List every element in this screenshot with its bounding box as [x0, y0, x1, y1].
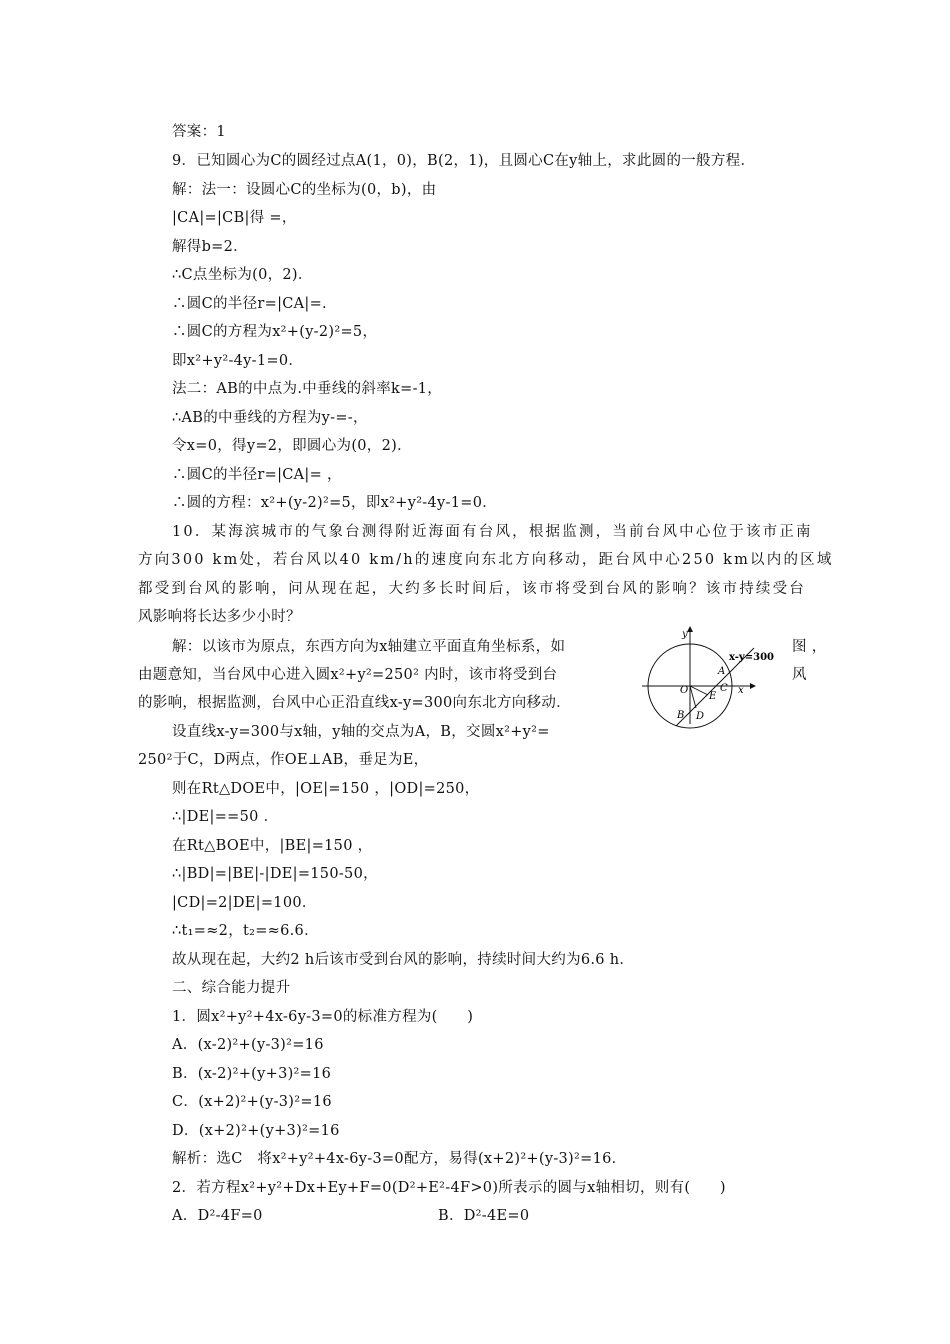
solution-line: ∴t₁=≈2，t₂=≈6.6． — [172, 923, 319, 939]
option-A: A．D²-4F=0 — [172, 1208, 263, 1224]
problem-2-statement: 2．若方程x²+y²+Dx+Ey+F=0(D²+E²-4F>0)所表示的圆与x轴相切，则有( ) — [172, 1180, 726, 1196]
point-D-label: D — [696, 711, 705, 722]
problem-10-statement: 风影响将长达多少小时？ — [138, 609, 301, 625]
answer-line: 答案：1 — [172, 124, 226, 140]
option-A: A．(x-2)²+(y-3)²=16 — [172, 1037, 324, 1053]
problem-10-statement: 方向300 km处，若台风以40 km/h的速度向东北方向移动，距台风中心250 km以内的区域 — [138, 552, 834, 568]
solution-line: 解得b=2． — [172, 239, 248, 255]
solution-line: ∴|DE|==50 ． — [172, 809, 279, 825]
solution-line: ∴圆C的半径r=|CA|= ， — [172, 467, 342, 483]
side-text-tu: 图 ， — [792, 639, 827, 655]
point-O-label: O — [680, 685, 689, 696]
section-heading: 二、综合能力提升 — [172, 980, 291, 996]
solution-line: |CA|=|CB|得 =， — [172, 210, 297, 226]
point-E-label: E — [709, 691, 717, 702]
option-C: C．(x+2)²+(y-3)²=16 — [172, 1094, 332, 1110]
solution-line: 故从现在起，大约2 h后该市受到台风的影响，持续时间大约为6.6 h． — [172, 952, 635, 968]
point-A-label: A — [718, 666, 726, 677]
option-B: B．D²-4E=0 — [438, 1208, 530, 1224]
problem-10-statement: 都受到台风的影响，问从现在起，大约多长时间后，该市将受到台风的影响？该市持续受台 — [138, 581, 806, 597]
solution-line: 法二：AB的中点为.中垂线的斜率k=-1， — [172, 381, 443, 397]
solution-line: 在Rt△BOE中，|BE|=150 ， — [172, 838, 373, 854]
point-B-label: B — [677, 710, 685, 721]
solution-line: 解：以该市为原点，东西方向为x轴建立平面直角坐标系，如 — [172, 639, 566, 655]
problem-10-statement: 10．某海滨城市的气象台测得附近海面有台风，根据监测，当前台风中心位于该市正南 — [172, 524, 813, 540]
solution-line: ∴|BD|=|BE|-|DE|=150-50， — [172, 866, 378, 882]
segment-OD — [690, 686, 696, 708]
side-text-feng: 风 — [792, 667, 807, 683]
solution-line: 设直线x-y=300与x轴，y轴的交点为A，B，交圆x²+y²= — [172, 724, 550, 740]
option-B: B．(x-2)²+(y+3)²=16 — [172, 1066, 332, 1082]
point-C-label: C — [720, 683, 728, 694]
problem-9-statement: 9．已知圆心为C的圆经过点A(1，0)，B(2，1)，且圆心C在y轴上，求此圆的一般方程． — [172, 153, 756, 169]
solution-line: 解：法一：设圆心C的坐标为(0，b)，由 — [172, 182, 437, 198]
solution-line: 250²于C，D两点，作OE⊥AB，垂足为E， — [138, 752, 429, 768]
line-equation-label: x-y=300 — [729, 652, 774, 663]
solution-line: ∴圆C的方程为x²+(y-2)²=5， — [172, 324, 378, 340]
solution-line: ∴C点坐标为(0，2)． — [172, 267, 313, 283]
solution-line: 令x=0，得y=2，即圆心为(0，2)． — [172, 438, 412, 454]
solution-line: 则在Rt△DOE中，|OE|=150 ，|OD|=250， — [172, 781, 480, 797]
analysis-line: 解析：选C 将x²+y²+4x-6y-3=0配方，易得(x+2)²+(y-3)²=16． — [172, 1151, 627, 1167]
solution-line: 的影响，根据监测，台风中心正沿直线x-y=300向东北方向移动． — [138, 695, 571, 711]
solution-line: 由题意知，当台风中心进入圆x²+y²=250² 内时，该市将受到台 — [138, 667, 558, 683]
solution-line: ∴AB的中垂线的方程为y-=-， — [172, 410, 368, 426]
x-axis-arrow — [750, 683, 756, 689]
solution-line: ∴圆的方程：x²+(y-2)²=5，即x²+y²-4y-1=0． — [172, 495, 498, 511]
solution-line: 即x²+y²-4y-1=0． — [172, 353, 304, 369]
option-D: D．(x+2)²+(y+3)²=16 — [172, 1123, 340, 1139]
y-axis-label: y — [682, 629, 688, 640]
segment-OE — [690, 686, 708, 695]
problem-1-statement: 1．圆x²+y²+4x-6y-3=0的标准方程为( ) — [172, 1009, 474, 1025]
solution-line: ∴圆C的半径r=|CA|=. — [172, 296, 327, 312]
x-axis-label: x — [738, 685, 744, 696]
solution-line: |CD|=2|DE|=100． — [172, 895, 317, 911]
y-axis-arrow — [687, 626, 693, 632]
typhoon-coordinate-figure — [632, 626, 774, 726]
